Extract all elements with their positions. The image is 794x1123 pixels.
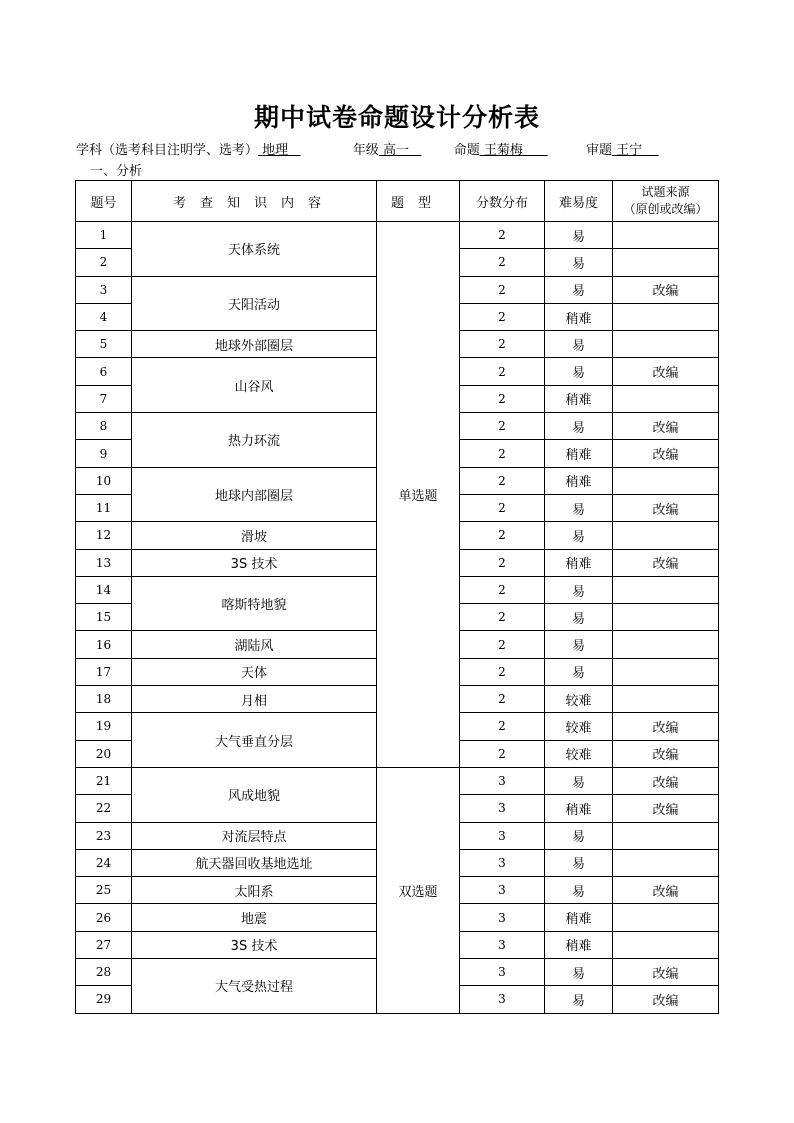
source-cell: 改编 xyxy=(613,795,719,822)
difficulty-cell: 稍难 xyxy=(545,440,613,467)
difficulty-cell: 易 xyxy=(545,767,613,794)
knowledge-content: 风成地貌 xyxy=(132,767,377,822)
score-cell: 2 xyxy=(460,713,545,740)
source-cell xyxy=(613,303,719,330)
question-number: 2 xyxy=(76,249,132,276)
knowledge-content: 航天器回收基地选址 xyxy=(132,849,377,876)
source-cell xyxy=(613,522,719,549)
header-difficulty: 难易度 xyxy=(545,181,613,222)
source-cell xyxy=(613,686,719,713)
source-cell xyxy=(613,222,719,249)
question-number: 29 xyxy=(76,986,132,1013)
question-number: 5 xyxy=(76,331,132,358)
knowledge-content: 地球外部圈层 xyxy=(132,331,377,358)
score-cell: 3 xyxy=(460,767,545,794)
score-cell: 2 xyxy=(460,740,545,767)
score-cell: 3 xyxy=(460,986,545,1013)
reviewer-label: 审题 xyxy=(585,143,612,158)
score-cell: 2 xyxy=(460,222,545,249)
knowledge-content: 3S 技术 xyxy=(132,549,377,576)
header-meta xyxy=(76,139,659,158)
score-cell: 3 xyxy=(460,877,545,904)
source-cell xyxy=(613,849,719,876)
question-type-double: 双选题 xyxy=(377,767,460,1013)
difficulty-cell: 稍难 xyxy=(545,904,613,931)
page-title: 期中试卷命题设计分析表 xyxy=(253,103,540,132)
score-cell: 2 xyxy=(460,522,545,549)
question-number: 16 xyxy=(76,631,132,658)
difficulty-cell: 易 xyxy=(545,249,613,276)
source-cell: 改编 xyxy=(613,494,719,521)
difficulty-cell: 易 xyxy=(545,986,613,1013)
author-label: 命题 xyxy=(453,143,480,158)
question-number: 7 xyxy=(76,385,132,412)
question-number: 12 xyxy=(76,522,132,549)
question-number: 20 xyxy=(76,740,132,767)
subject-label: 学科（选考科目注明学、选考） xyxy=(76,143,259,158)
difficulty-cell: 易 xyxy=(545,276,613,303)
question-number: 15 xyxy=(76,604,132,631)
grade-value: 高一 xyxy=(383,143,410,158)
table-row xyxy=(76,767,719,794)
score-cell: 3 xyxy=(460,822,545,849)
knowledge-content: 大气受热过程 xyxy=(132,959,377,1014)
section-heading: 一、分析 xyxy=(90,164,143,179)
score-cell: 2 xyxy=(460,331,545,358)
question-number: 27 xyxy=(76,931,132,958)
header-source-line1: 试题来源 xyxy=(641,185,690,199)
source-cell xyxy=(613,604,719,631)
knowledge-content: 喀斯特地貌 xyxy=(132,576,377,631)
question-number: 1 xyxy=(76,222,132,249)
knowledge-content: 地震 xyxy=(132,904,377,931)
source-cell: 改编 xyxy=(613,767,719,794)
score-cell: 2 xyxy=(460,249,545,276)
score-cell: 2 xyxy=(460,494,545,521)
score-cell: 3 xyxy=(460,849,545,876)
question-number: 9 xyxy=(76,440,132,467)
source-cell xyxy=(613,331,719,358)
table-header-row xyxy=(76,181,719,222)
score-cell: 2 xyxy=(460,276,545,303)
source-cell: 改编 xyxy=(613,549,719,576)
difficulty-cell: 稍难 xyxy=(545,467,613,494)
difficulty-cell: 较难 xyxy=(545,686,613,713)
source-cell xyxy=(613,467,719,494)
table-body xyxy=(76,222,719,1014)
question-number: 8 xyxy=(76,413,132,440)
difficulty-cell: 易 xyxy=(545,222,613,249)
question-number: 4 xyxy=(76,303,132,330)
knowledge-content: 大气垂直分层 xyxy=(132,713,377,768)
reviewer-value: 王宁 xyxy=(616,143,643,158)
knowledge-content: 山谷风 xyxy=(132,358,377,413)
knowledge-content: 湖陆风 xyxy=(132,631,377,658)
score-cell: 3 xyxy=(460,931,545,958)
source-cell: 改编 xyxy=(613,358,719,385)
knowledge-content: 月相 xyxy=(132,686,377,713)
difficulty-cell: 较难 xyxy=(545,740,613,767)
knowledge-content: 太阳系 xyxy=(132,877,377,904)
knowledge-content: 滑坡 xyxy=(132,522,377,549)
score-cell: 2 xyxy=(460,440,545,467)
score-cell: 2 xyxy=(460,358,545,385)
question-number: 13 xyxy=(76,549,132,576)
difficulty-cell: 易 xyxy=(545,822,613,849)
difficulty-cell: 易 xyxy=(545,877,613,904)
score-cell: 2 xyxy=(460,686,545,713)
difficulty-cell: 易 xyxy=(545,358,613,385)
score-cell: 2 xyxy=(460,413,545,440)
source-cell: 改编 xyxy=(613,740,719,767)
knowledge-content: 对流层特点 xyxy=(132,822,377,849)
score-cell: 3 xyxy=(460,959,545,986)
score-cell: 2 xyxy=(460,303,545,330)
score-cell: 3 xyxy=(460,904,545,931)
difficulty-cell: 易 xyxy=(545,494,613,521)
score-cell: 3 xyxy=(460,795,545,822)
score-cell: 2 xyxy=(460,604,545,631)
score-cell: 2 xyxy=(460,658,545,685)
score-cell: 2 xyxy=(460,631,545,658)
difficulty-cell: 易 xyxy=(545,413,613,440)
difficulty-cell: 易 xyxy=(545,658,613,685)
knowledge-content: 热力环流 xyxy=(132,413,377,468)
knowledge-content: 天阳活动 xyxy=(132,276,377,331)
knowledge-content: 3S 技术 xyxy=(132,931,377,958)
difficulty-cell: 易 xyxy=(545,631,613,658)
question-number: 6 xyxy=(76,358,132,385)
source-cell: 改编 xyxy=(613,986,719,1013)
difficulty-cell: 稍难 xyxy=(545,795,613,822)
question-number: 14 xyxy=(76,576,132,603)
question-number: 10 xyxy=(76,467,132,494)
source-cell xyxy=(613,576,719,603)
knowledge-content: 天体系统 xyxy=(132,222,377,277)
source-cell: 改编 xyxy=(613,713,719,740)
difficulty-cell: 易 xyxy=(545,522,613,549)
score-cell: 2 xyxy=(460,385,545,412)
difficulty-cell: 稍难 xyxy=(545,385,613,412)
question-number: 25 xyxy=(76,877,132,904)
question-number: 11 xyxy=(76,494,132,521)
source-cell xyxy=(613,904,719,931)
header-score: 分数分布 xyxy=(460,181,545,222)
question-type-single: 单选题 xyxy=(377,222,460,768)
question-number: 28 xyxy=(76,959,132,986)
source-cell: 改编 xyxy=(613,276,719,303)
source-cell: 改编 xyxy=(613,440,719,467)
question-number: 18 xyxy=(76,686,132,713)
source-cell: 改编 xyxy=(613,877,719,904)
source-cell xyxy=(613,931,719,958)
analysis-table xyxy=(75,180,719,1014)
difficulty-cell: 较难 xyxy=(545,713,613,740)
source-cell xyxy=(613,658,719,685)
question-number: 17 xyxy=(76,658,132,685)
grade-label: 年级 xyxy=(352,143,379,158)
header-content: 考查知识内容 xyxy=(132,181,377,222)
difficulty-cell: 易 xyxy=(545,959,613,986)
header-source-line2: （原创或改编） xyxy=(623,202,708,216)
question-number: 3 xyxy=(76,276,132,303)
source-cell xyxy=(613,385,719,412)
knowledge-content: 天体 xyxy=(132,658,377,685)
question-number: 21 xyxy=(76,767,132,794)
question-number: 22 xyxy=(76,795,132,822)
source-cell xyxy=(613,822,719,849)
difficulty-cell: 稍难 xyxy=(545,931,613,958)
subject-value: 地理 xyxy=(262,143,289,158)
difficulty-cell: 稍难 xyxy=(545,303,613,330)
question-number: 23 xyxy=(76,822,132,849)
header-num: 题号 xyxy=(76,181,132,222)
question-number: 19 xyxy=(76,713,132,740)
source-cell: 改编 xyxy=(613,413,719,440)
difficulty-cell: 易 xyxy=(545,576,613,603)
difficulty-cell: 易 xyxy=(545,849,613,876)
question-number: 24 xyxy=(76,849,132,876)
author-value: 王菊梅 xyxy=(483,143,523,158)
difficulty-cell: 易 xyxy=(545,604,613,631)
table-row xyxy=(76,222,719,249)
question-number: 26 xyxy=(76,904,132,931)
knowledge-content: 地球内部圈层 xyxy=(132,467,377,522)
header-type: 题型 xyxy=(377,181,460,222)
header-source xyxy=(613,181,719,222)
source-cell xyxy=(613,631,719,658)
difficulty-cell: 稍难 xyxy=(545,549,613,576)
difficulty-cell: 易 xyxy=(545,331,613,358)
score-cell: 2 xyxy=(460,549,545,576)
score-cell: 2 xyxy=(460,576,545,603)
source-cell xyxy=(613,249,719,276)
score-cell: 2 xyxy=(460,467,545,494)
source-cell: 改编 xyxy=(613,959,719,986)
